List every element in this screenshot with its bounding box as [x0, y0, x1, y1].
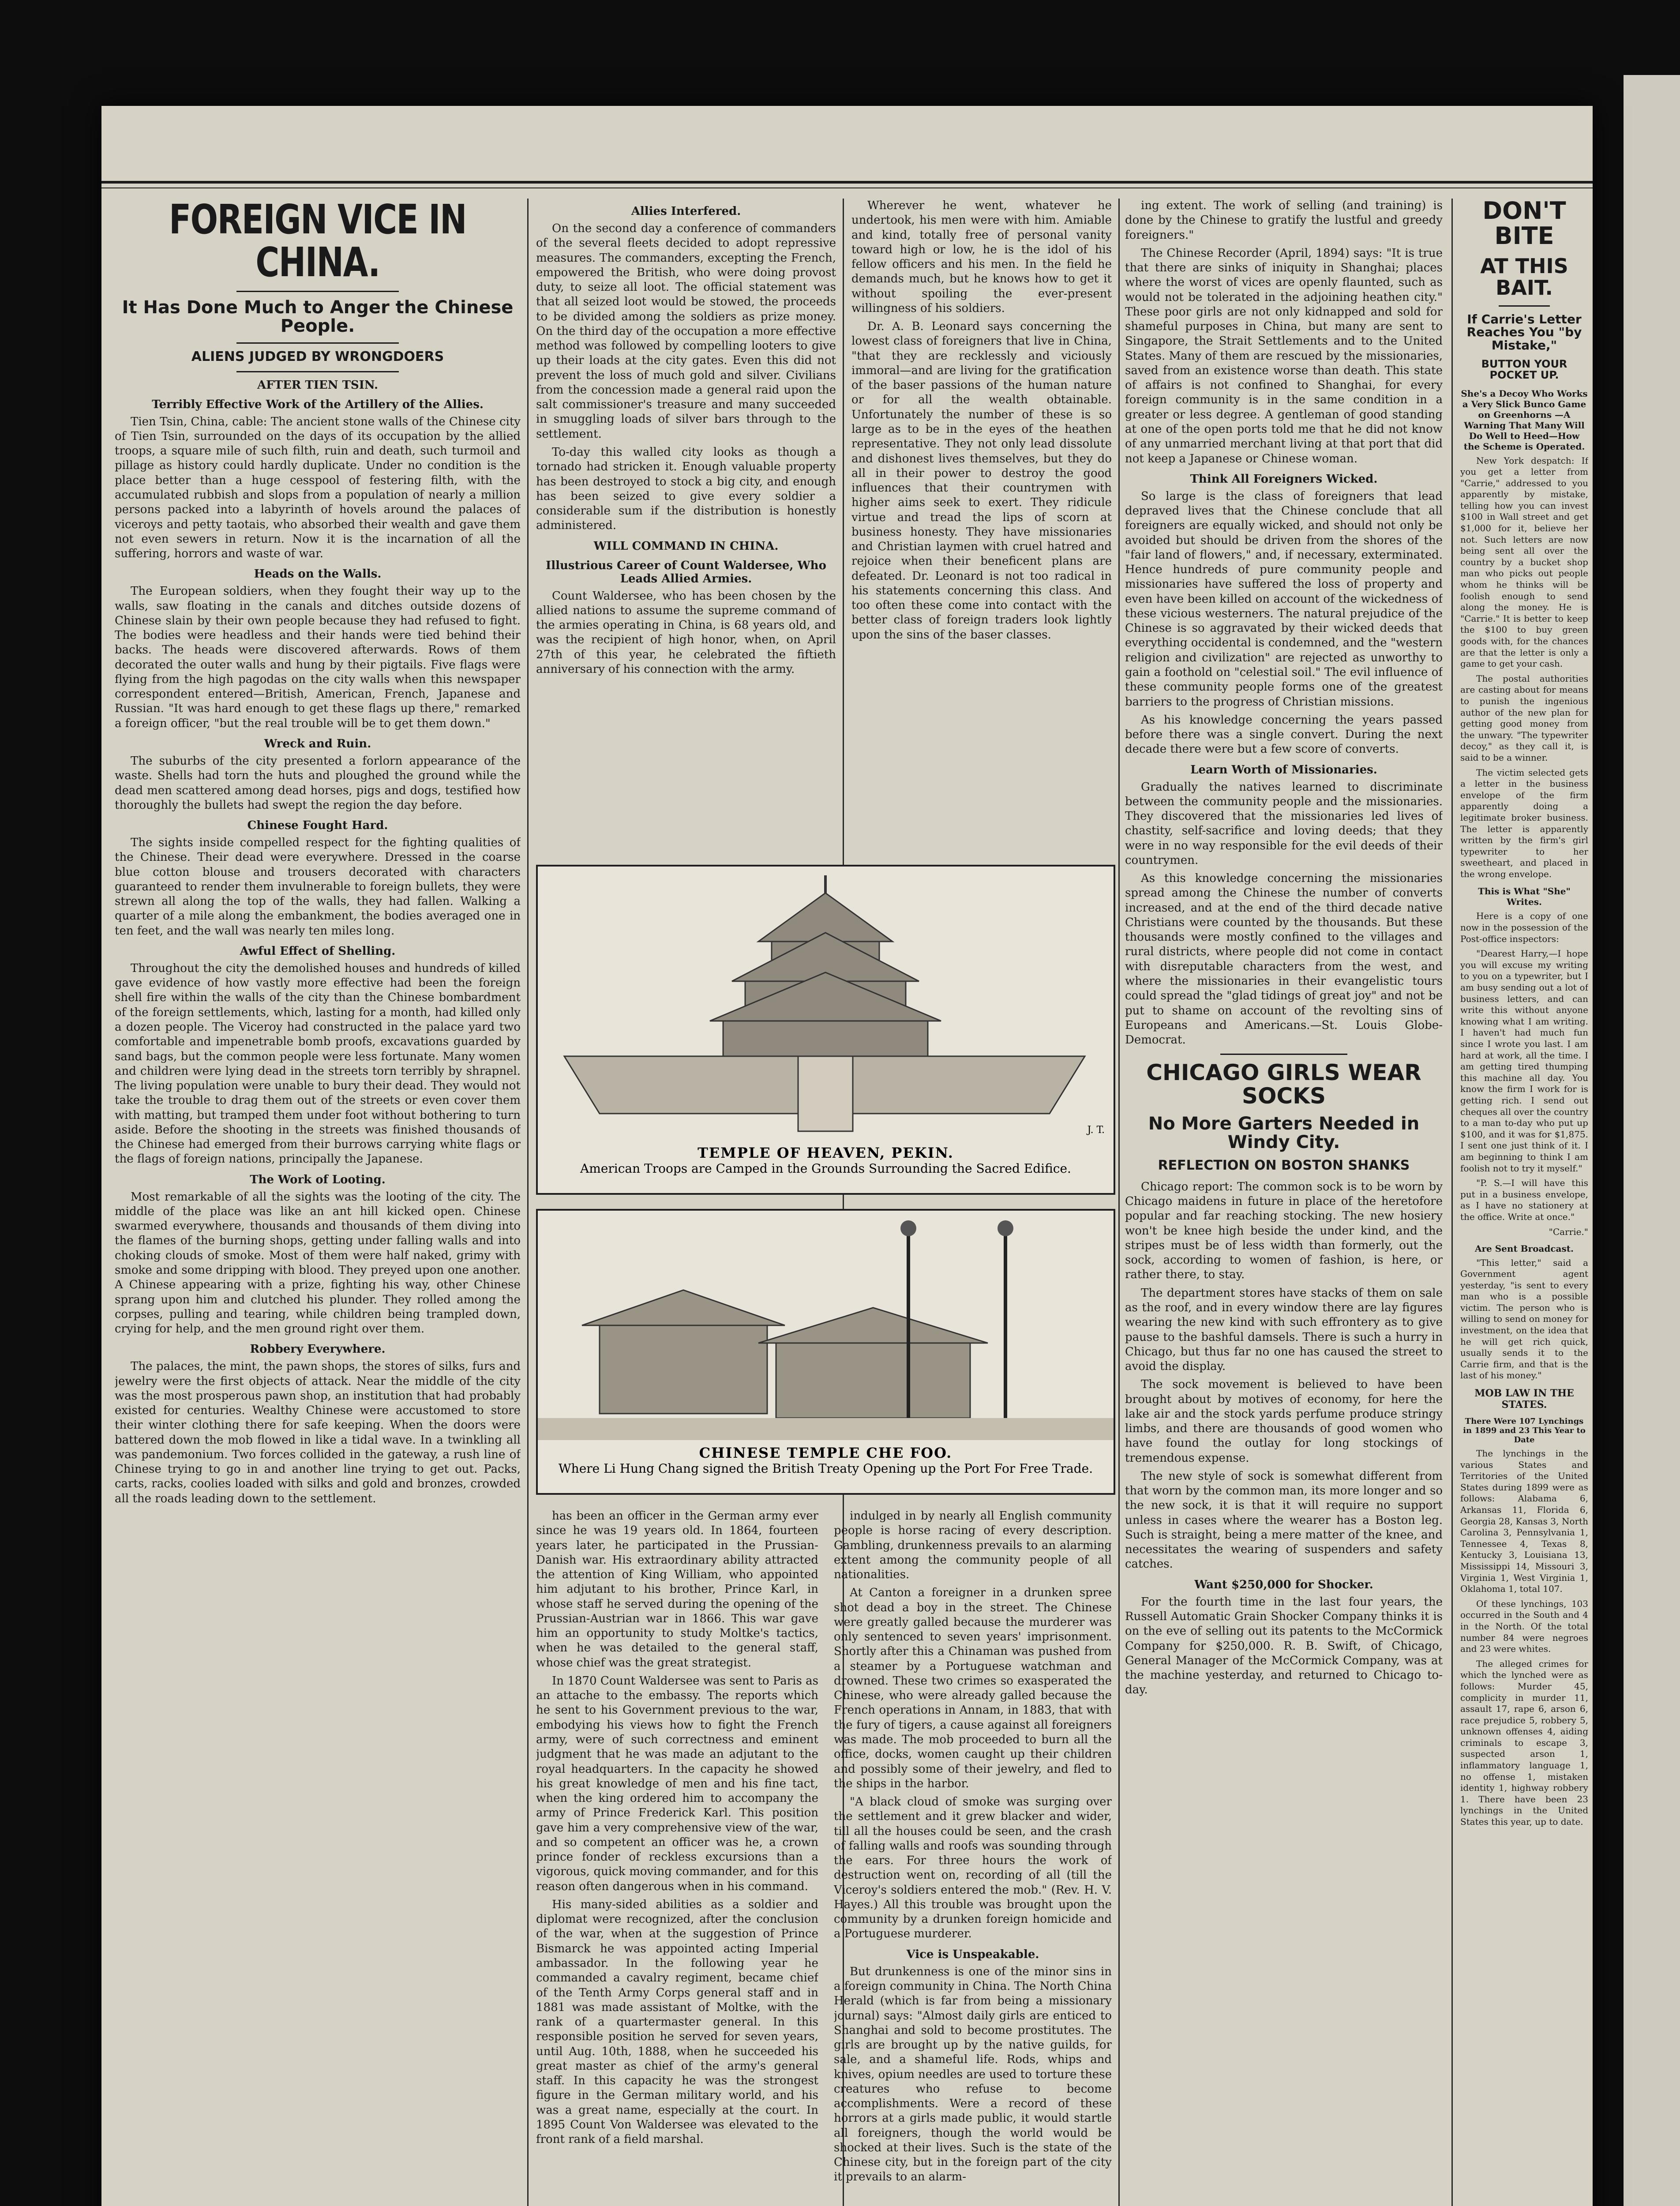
paragraph: ing extent. The work of selling (and training) is done by the Chinese to gratify the lustful and greedy foreigners." [1125, 199, 1443, 242]
paragraph: As this knowledge concerning the missionaries spread among the Chinese the number of converts increased, and at the end of the third decade native Christians were counted by the thousands. But these thousands were mostly confined to the villages and rural districts, where people did not come in contact with disreputable characters from the west, and where the missionaries in their evangelistic tours could spread the "glad tidings of great joy" and not be put to shame on account of the revolting sins of Europeans and Americans.—St. Louis Globe-Democrat. [1125, 872, 1443, 1047]
paragraph: The department stores have stacks of them on sale as the roof, and in every window there are lay figures wearing the new kind with such effrontery as to give pause to the bashful damsels. There is such a hurry in Chicago, but thus far no one has caused the street to avoid the display. [1125, 1286, 1443, 1373]
headline-will-command: WILL COMMAND IN CHINA. [593, 539, 779, 553]
paragraph: Here is a copy of one now in the possession of the Post-office inspectors: [1460, 911, 1588, 944]
subhead-heads: Heads on the Walls. [254, 567, 382, 581]
deck-rule [236, 371, 399, 372]
subhead-looting: The Work of Looting. [250, 1173, 386, 1186]
paragraph: "A black cloud of smoke was surging over the settlement and it grew blacker and wider, till all the houses could be seen, and the crash of falling walls and roofs was sounding through the ears. For three hours the work of destruction went on, recording of all (till the Viceroy's soldiers entered the mob." (Rev. H. V. Hayes.) All this trouble was brought upon the community by a drunken foreign homicide and a Portuguese murderer. [834, 1795, 1112, 1941]
signature-carrie: "Carrie." [1549, 1226, 1588, 1237]
newspaper-page [101, 106, 1593, 2206]
column-foreign-vice [115, 199, 521, 2206]
paragraph: The postal authorities are casting about for means to punish the ingenious author of the new plan for getting good money from the unwary. "The typewriter decoy," as they call it, is said to be a winner. [1460, 673, 1588, 763]
subhead-artillery: Terribly Effective Work of the Artillery of the Allies. [152, 398, 484, 411]
paragraph: The suburbs of the city presented a forlorn appearance of the waste. Shells had torn the huts and ploughed the ground while the dead men scattered among dead horses, pigs and dogs, testified how thoroughly the bullets had swept the region the day before. [115, 754, 521, 812]
column-rule [1451, 199, 1453, 2206]
paragraph: Wherever he went, whatever he undertook, his men were with him. Amiable and kind, totally free of personal vanity toward high or low, he is the idol of his fellow officers and his men. In the field he demands much, but he knows how to get it without spoiling the ever-present willingness of his soldiers. [851, 199, 1112, 315]
paragraph: "P. S.—I will have this put in a business envelope, as I have no stationery at the office. Write at once." [1460, 1178, 1588, 1222]
paragraph: The sock movement is believed to have been brought about by motives of economy, for here the lake air and the stock yards perfume produce stringy limbs, and there are thousands of good women who have found the outlay for long stockings of tremendous expense. [1125, 1378, 1443, 1465]
temple-chefoo-drawing [538, 1211, 1114, 1440]
deck-rule [236, 291, 399, 292]
paragraph: Tien Tsin, China, cable: The ancient stone walls of the Chinese city of Tien Tsin, surrounded on the days of its occupation by the allied troops, a square mile of such filth, ruin and death, such turmoil and pillage as history could hardly duplicate. Under no condition is the place better than a huge cesspool of festering filth, with the accumulated rubbish and slops from a population of nearly a million persons packed into a labyrinth of hovels around the palaces of viceroys and petty taotais, who absorbed their wealth and gave them not even sewers in return. Now it is the incarnation of all the suffering, horrors and waste of war. [115, 415, 521, 561]
column-allies [536, 199, 836, 865]
paragraph: The European soldiers, when they fought their way up to the walls, saw floating in the canals and ditches outside dozens of Chinese slain by their own people because they had refused to fight. The bodies were headless and their hands were tied behind their backs. The heads were discovered afterwards. Rows of them decorated the outer walls and hung by their pigtails. Five flags were flying from the high pagodas on the city walls when this newspaper correspondent entered—British, American, French, Japanese and Russian. "It was hard enough to get these flags up there," remarked a foreign officer, "but the real trouble will be to get them down." [115, 585, 521, 730]
paragraph: To-day this walled city looks as though a tornado had stricken it. Enough valuable property has been destroyed to stock a big city, and enough has been seized to give every soldier a considerable sum if the distribution is honestly administered. [536, 445, 836, 533]
paragraph: "This letter," said a Government agent yesterday, "is sent to every man who is a possible victim. The person who is willing to send on money for investment, on the idea that he will get rich quick, usually sends it to the Carrie firm, and that is the last of his money." [1460, 1257, 1588, 1381]
paragraph: has been an officer in the German army ever since he was 19 years old. In 1864, fourteen years later, he participated in the Prussian-Danish war. His extraordinary ability attracted the attention of King William, who appointed him adjutant to his brother, Prince Karl, in whose staff he served during the opening of the Prussian-Austrian war in 1866. This war gave him an opportunity to study Moltke's tactics, when he was detailed to the general staff, whose chief was the great strategist. [536, 1509, 818, 1670]
deck-waldersee: Illustrious Career of Count Waldersee, Who Leads Allied Armies. [546, 559, 826, 585]
deck-aliens: ALIENS JUDGED BY WRONGDOERS [191, 349, 444, 365]
paragraph: The sights inside compelled respect for the fighting qualities of the Chinese. Their dead were everywhere. Dressed in the coarse blue cotton blouse and trousers decorated with characters guaranteed to render them invulnerable to foreign bullets, they were strewn all along the top of the walls, they had fallen. Walking a quarter of a mile along the embankment, the bodies averaged one in ten feet, and the wall was nearly ten miles long. [115, 836, 521, 938]
paragraph: The palaces, the mint, the pawn shops, the stores of silks, furs and jewelry were the first objects of attack. Near the middle of the city was the most prosperous pawn shop, an institution that had probably existed for centuries. Wealthy Chinese were accustomed to store their winter clothing there for safe keeping. When the doors were battered down the mob flowed in like a tidal wave. In a twinkling all was pandemonium. Two forces collided in the gateway, a rush line of Chinese trying to go in and another line trying to get out. Packs, carts, racks, coolies loaded with silks and gold and bronzes, crowded all the roads leading down to the settlement. [115, 1360, 521, 1505]
subhead-learn: Learn Worth of Missionaries. [1190, 763, 1377, 777]
column-english-indulged [834, 1509, 1112, 2206]
paragraph: "Dearest Harry,—I hope you will excuse my writing to you on a typewriter, but I am busy sending out a lot of business letters, and can write this without anyone knowing what I am writing. I haven't had much fun since I wrote you last. I am hard at work, all the time. I am getting tired thumping this machine all day. You know the firm I work for is getting rich. I send out cheques all over the country to a man to-day who put up $100, and it was for $1,875. I sent one just think of it. I am beginning to think I am foolish not to try it myself." [1460, 948, 1588, 1174]
subhead-after-tien-tsin: AFTER TIEN TSIN. [257, 378, 379, 392]
paragraph: The new style of sock is somewhat different from that worn by the common man, its more longer and so the new sock, it is that it will require no support unless in cases where the wearer has a Boston leg. Such is straight, being a mere matter of the knee, and necessitates the wearing of suspenders and safety catches. [1125, 1469, 1443, 1571]
paragraph: His many-sided abilities as a soldier and diplomat were recognized, after the conclusion of the war, when at the suggestion of Prince Bismarck he was appointed acting Imperial ambassador. In the following year he commanded a cavalry regiment, became chief of the Tenth Army Corps general staff and in 1881 was made assistant of Moltke, with the rank of a quartermaster general. In this responsible position he served for seven years, until Aug. 10th, 1888, when he succeeded his great master as chief of the army's general staff. In this capacity he was the strongest figure in the German military world, and his was a great name, especially at the court. In 1895 Count Von Waldersee was elevated to the front rank of a field marshal. [536, 1898, 818, 2146]
paragraph: In 1870 Count Waldersee was sent to Paris as an attache to the embassy. The reports which he sent to his Government previous to the war, embodying his views how to fight the French army, were of such correctness and eminent judgment that he was made an adjutant to the royal headquarters. In the capacity he showed his great knowledge of men and his fine tact, when the king ordered him to accompany the army of Prince Frederick Karl. This position gave him a very comprehensive view of the war, and so competent an officer was he, a crown prince fonder of reckless excursions than a vigorous, quick moving commander, and for this reason often dangerous when in his command. [536, 1674, 818, 1893]
headline-foreign-vice: FOREIGN VICE IN CHINA. [169, 199, 467, 286]
deck-button: BUTTON YOUR POCKET UP. [1481, 358, 1568, 382]
subhead-allies: Allies Interfered. [631, 205, 741, 218]
subhead-writes: This is What "She" Writes. [1478, 886, 1571, 908]
deck-rule [1499, 305, 1550, 307]
paragraph: Of these lynchings, 103 occurred in the South and 4 in the North. Of the total number 84 were negroes and 23 were whites. [1460, 1598, 1588, 1654]
subhead-broadcast: Are Sent Broadcast. [1475, 1243, 1574, 1254]
caption-title-temple-chefoo: CHINESE TEMPLE CHE FOO. [699, 1444, 952, 1461]
paragraph: But drunkenness is one of the minor sins in a foreign community in China. The North China Herald (which is far from being a missionary journal) says: "Almost daily girls are enticed to Shanghai and sold to become prostitutes. The girls are brought up by the native guilds, for sale, and a shameful life. Rods, whips and knives, opium needles are used to torture these creatures who refuse to become accomplishments. Were a record of these horrors at a girls made public, it would startle all foreigners, though the world would be shocked at their lives. Such is the state of the Chinese city, but in the foreign part of the city it prevails to an alarm- [834, 1965, 1112, 2184]
paragraph: Most remarkable of all the sights was the looting of the city. The middle of the place was like an ant hill kicked open. Chinese swarmed everywhere, thousands and thousands of them diving into the flames of the burning shops, getting under falling walls and into choking clouds of smoke. Most of them were half naked, grimy with smoke and some dripping with blood. They preyed upon one another. A Chinese appearing with a prize, fighting his way, other Chinese sprang upon him and clutched his plunder. They rolled among the corpses, pulling and tearing, while children being trampled down, crying for help, and the men ground right over them. [115, 1190, 521, 1336]
subhead-shocker: Want $250,000 for Shocker. [1194, 1578, 1373, 1591]
paragraph: On the second day a conference of commanders of the several fleets decided to adopt repressive measures. The commanders, excepting the French, empowered the British, who were doing provost duty, to seize all loot. The official statement was that all seized loot would be stowed, the proceeds to be divided among the soldiers as prize money. On the third day of the occupation a more effective method was followed by compelling looters to give up their loads at the city gates. Even this did not prevent the loss of much gold and silver. Civilians from the concession made a general raid upon the salt commissioner's treasure and many succeeded in smuggling loads of silver bars through to the settlement. [536, 222, 836, 441]
paragraph: So large is the class of foreigners that lead depraved lives that the Chinese conclude that all foreigners are equally wicked, and should not only be avoided but should be driven from the shores of the "fair land of flowers," and, if necessary, exterminated. Hence hundreds of pure community people and missionaries have suffered the loss of property and even have been killed on account of the wickedness of these vicious westerners. The natural prejudice of the Chinese is so aggravated by their wicked deeds that everything occidental is condemned, and the "western religion and civilization" are rejected as unworthy to gain a foothold on "celestial soil." The evil influence of these community people forms one of the greatest barriers to the progress of Christian missions. [1125, 489, 1443, 709]
caption-temple-chefoo: Where Li Hung Chang signed the British Treaty Opening up the Port For Free Trade. [558, 1461, 1093, 1476]
column-waldersee-bio [536, 1509, 818, 2206]
deck-rule [1220, 1054, 1347, 1055]
paragraph: Chicago report: The common sock is to be worn by Chicago maidens in future in place of the heretofore popular and far reaching stocking. The new hosiery won't be knee high beside the under kind, and the stripes must be of less width than formerly, out the sock, according to women of fashion, is here, or rather there, to stay. [1125, 1180, 1443, 1282]
subhead-fought: Chinese Fought Hard. [247, 819, 388, 833]
deck-rule [236, 342, 399, 344]
paragraph: Throughout the city the demolished houses and hundreds of killed gave evidence of how vastly more effective had been the foreign shell fire within the walls of the city than the Chinese bombardment of the foreign settlements, which, lasting for a month, had killed only a dozen people. The Viceroy had constructed in the palace yard two comfortable and impenetrable bomb proofs, excavations guarded by sand bags, but the common people were less fortunate. Many women and children were lying dead in the streets torn terribly by shrapnel. The living population were unable to bury their dead. They would not take the trouble to drag them out of the streets or even cover them with matting, but tramped them under foot without bothering to turn aside. Before the shooting in the streets was finished thousands of the Chinese had emerged from their burrows carrying white flags or the flags of foreign nations, principally the Japanese. [115, 961, 521, 1166]
paragraph: For the fourth time in the last four years, the Russell Automatic Grain Shocker Company thinks it is on the eve of selling out its patents to the McCormick Company for $250,000. R. B. Swift, of Chicago, General Manager of the McCormick Company, was at the machine yesterday, and returned to Chicago to-day. [1125, 1595, 1443, 1697]
illustration-temple-chefoo [536, 1209, 1115, 1495]
paragraph: The victim selected gets a letter in the business envelope of the firm apparently doing a legitimate broker business. The letter is apparently written by the firm's girl typewriter to her sweetheart, and placed in the wrong envelope. [1460, 767, 1588, 879]
caption-title-temple-heaven: TEMPLE OF HEAVEN, PEKIN. [698, 1144, 954, 1161]
headline-mob-law: MOB LAW IN THE STATES. [1474, 1388, 1574, 1411]
paragraph: The alleged crimes for which the lynched were as follows: Murder 45, complicity in murder 11, assault 17, rape 6, arson 6, race prejudice 5, robbery 5, unknown offenses 4, aiding criminals to escape 3, suspected arson 1, inflammatory language 1, no offense 1, mistaken identity 1, highway robbery 1. There have been 23 lynchings in the United States this year, up to date. [1460, 1658, 1588, 1827]
deck-decoy: She's a Decoy Who Works a Very Slick Bunco Game on Greenhorns —A Warning That Many Will Do Well to Heed—How the Scheme is Operated. [1461, 388, 1588, 452]
deck-boston: REFLECTION ON BOSTON SHANKS [1158, 1158, 1410, 1174]
paragraph: New York despatch: If you get a letter from "Carrie," addressed to you apparently by mistake, telling how you can invest $100 in Wall street and get $1,000 for it, believe her not. Such letters are now being sent all over the country by a bucket shop man who picks out people whom he thinks will be foolish enough to send along the money. He is "Carrie." It is better to keep the $100 to buy green goods with, for the chances are that the letter is only a game to get your cash. [1460, 455, 1588, 669]
subhead-robbery: Robbery Everywhere. [250, 1343, 386, 1356]
caption-temple-heaven: American Troops are Camped in the Grounds Surrounding the Sacred Edifice. [580, 1161, 1071, 1176]
deck-lynchings: There Were 107 Lynchings in 1899 and 23 This Year to Date [1463, 1417, 1586, 1445]
paragraph: Dr. A. B. Leonard says concerning the lowest class of foreigners that live in China, "that they are recklessly and viciously immoral—and are living for the gratification of the baser passions of the human nature or for all the wealth obtainable. Unfortunately the number of these is so large as to be in the eyes of the heathen representative. They not only lead dissolute and dishonest lives themselves, but they do all in their power to destroy the good influences that their countrymen with higher aims seek to exert. They ridicule virtue and tread the lips of scorn at business honesty. They have missionaries and Christian laymen with cruel hatred and rejoice when their beneficent plans are defeated. Dr. Leonard is not too radical in his statements concerning this class. And too often these come into contact with the better class of foreign traders look lightly upon the sins of the baser classes. [851, 320, 1112, 642]
column-leonard [851, 199, 1112, 865]
paragraph: Count Waldersee, who has been chosen by the allied nations to assume the supreme command of the armies operating in China, is 68 years old, and was the recipient of high honor, when, on April 27th of this year, he celebrated the fiftieth anniversary of his connection with the army. [536, 589, 836, 676]
paragraph: The Chinese Recorder (April, 1894) says: "It is true that there are sinks of iniquity in Shanghai; places where the worst of vices are openly flaunted, such as would not be tolerated in the adjoining heathen city." These poor girls are not only kidnapped and sold for shameful purposes in China, but many are sent to Singapore, the Strait Settlements and to the United States. Many of them are rescued by the missionaries, saved from an existence worse than death. This state of affairs is not confined to Shanghai, for every foreign community is in the same condition in a greater or less degree. A gentleman of good standing at one of the open ports told me that he did not know of any unmarried merchant living at that port that did not keep a Japanese or Chinese woman. [1125, 246, 1443, 465]
column-vice-chicago [1125, 199, 1443, 2206]
paragraph: As his knowledge concerning the years passed before there was a single convert. During the next decade there were but a few score of converts. [1125, 713, 1443, 756]
masthead-rule [101, 181, 1593, 184]
paragraph: indulged in by nearly all English community people is horse racing of every description. Gambling, drunkenness prevails to an alarming extent among the community people of all nationalities. [834, 1509, 1112, 1582]
illustrator-signature: J. T. [1087, 1125, 1105, 1136]
column-rule [527, 199, 529, 2206]
deck-carrie: If Carrie's Letter Reaches You "by Mistake," [1466, 311, 1582, 353]
paragraph: At Canton a foreigner in a drunken spree shot dead a boy in the street. The Chinese were greatly galled because the murderer was only sentenced to seven years' imprisonment. Shortly after this a Chinaman was pushed from a steamer by a Portuguese watchman and drowned. These two crimes so exasperated the Chinese, who were already galled because the French operations in Annam, in 1883, that with the fury of tigers, a cause against all foreigners was made. The mob proceeded to burn all the office, docks, women caught up their children and possibly some of their jewelry, and fled to the ships in the harbor. [834, 1586, 1112, 1790]
headline-chicago-socks: CHICAGO GIRLS WEAR SOCKS [1146, 1060, 1421, 1109]
subhead-vice: Vice is Unspeakable. [906, 1947, 1039, 1961]
adjacent-page-edge [1624, 75, 1680, 2206]
column-dont-bite [1460, 199, 1588, 2206]
paragraph: Gradually the natives learned to discriminate between the community people and the missionaries. They discovered that the missionaries led lives of chastity, self-sacrifice and loving deeds; that they were in no way responsible for the evil deeds of their countrymen. [1125, 780, 1443, 867]
subhead-think: Think All Foreigners Wicked. [1190, 472, 1378, 486]
column-rule [1118, 199, 1120, 2206]
deck-anger: It Has Done Much to Anger the Chinese People. [122, 297, 514, 337]
paragraph: The lynchings in the various States and Territories of the United States during 1899 were as follows: Alabama 6, Arkansas 11, Florida 6, Georgia 28, Kansas 3, North Carolina 3, Pennsylvania 1, Tennessee 4, Texas 8, Kentucky 3, Louisiana 13, Mississippi 14, Missouri 3, Virginia 1, West Virginia 1, Oklahoma 1, total 107. [1460, 1448, 1588, 1594]
deck-garters: No More Garters Needed in Windy City. [1148, 1114, 1420, 1153]
illustration-temple-heaven [536, 865, 1115, 1195]
subhead-awful: Awful Effect of Shelling. [240, 944, 396, 958]
subhead-wreck: Wreck and Ruin. [264, 737, 371, 750]
headline-dont-bite: DON'T BITE [1482, 199, 1566, 250]
headline-at-this-bait: AT THIS BAIT. [1480, 254, 1568, 300]
temple-heaven-drawing [538, 867, 1114, 1140]
